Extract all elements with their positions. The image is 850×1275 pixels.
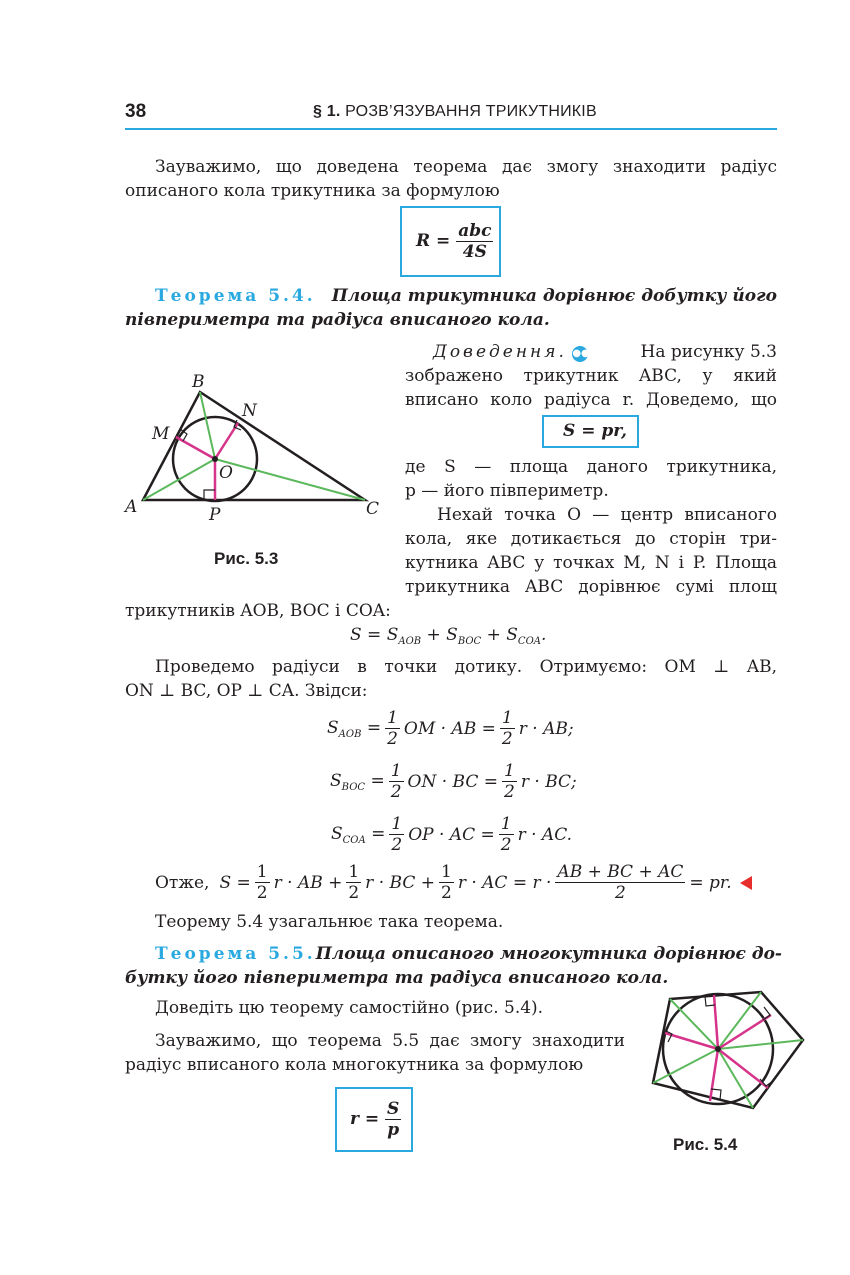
eq2-s: S: [330, 770, 342, 791]
theorem-5-4-line-1: [155, 284, 777, 308]
label-n: N: [242, 401, 257, 421]
final-term-1: r · AB +: [273, 872, 343, 893]
note2-line-1: Зауважимо, що теорема 5.5 дає змогу знаходити: [155, 1031, 625, 1051]
formula-R-box: [400, 206, 501, 277]
figure-5-3: [120, 368, 390, 523]
equation-aob: $S_{AOB}$ = $\frac{1}{2}$ OM · AB = $\frac{1}{2}$ r · AB;: [327, 708, 574, 749]
sum-sub-coa: COA: [517, 636, 541, 647]
section-mark: § 1.: [313, 103, 341, 120]
theorem-5-5-text-1: Площа описаного многокутника дорівнює до-: [315, 944, 782, 964]
theorem-5-5-label: Теорема 5.5.: [155, 944, 316, 964]
sum-sub-aob: AOB: [398, 636, 422, 647]
eq2-half-1: [389, 761, 404, 802]
running-header: [313, 103, 597, 121]
formula-r: [350, 1099, 401, 1140]
radius-on: [215, 423, 238, 459]
section-title: РОЗВ’ЯЗУВАННЯ ТРИКУТНИКІВ: [345, 103, 597, 120]
proof-line-5: p — його півпериметр.: [405, 481, 609, 501]
eq3-sub: COA: [342, 834, 366, 846]
bisector-4: [718, 1049, 753, 1108]
formula-r-box: [335, 1087, 413, 1152]
proof-line-3: вписано коло радіуса r. Доведемо, що: [405, 390, 777, 410]
generalization-line: Теорему 5.4 узагальнює така теорема.: [155, 912, 504, 932]
formula-r-num: S: [387, 1099, 400, 1119]
radius-4: [710, 1049, 718, 1101]
intro-line-1: Зауважимо, що доведена теорема дає змогу знаходити радіус: [155, 157, 777, 177]
final-term-2: r · BC +: [365, 872, 435, 893]
radius-om: [176, 437, 215, 459]
half-num: 1: [390, 761, 402, 781]
eq1-s: S: [327, 717, 339, 738]
intro-line-2: описаного кола трикутника за формулою: [125, 181, 500, 201]
proof-line-2: зображено трикутник ABC, у який: [405, 366, 777, 386]
formula-R-fraction: [456, 221, 493, 262]
proof-line-10: трикутників AOB, BOC і COA:: [125, 601, 391, 621]
half-num: 1: [256, 862, 268, 882]
eq3-s: S: [331, 823, 343, 844]
final-equation: [155, 862, 752, 903]
half-den: 2: [440, 883, 452, 903]
half-num: 1: [348, 862, 360, 882]
sum-equation: [350, 625, 546, 647]
proof-line-7: кола, яке дотикається до сторін три-: [405, 529, 777, 549]
theorem-5-5-line-1: [155, 942, 782, 966]
half-den: 2: [501, 729, 513, 749]
sum-lhs: S = S: [350, 625, 399, 645]
eq1-half-2: [500, 708, 515, 749]
equation-coa: $S_{COA}$ = $\frac{1}{2}$ OP · AC = $\frac{1}{2}$ r · AC.: [331, 814, 572, 855]
formula-R-num: abc: [458, 221, 492, 241]
s-pr-formula: S = pr,: [563, 421, 627, 441]
formula-r-lhs: r =: [350, 1109, 380, 1129]
pentagon: [653, 992, 803, 1108]
page-number: 38: [125, 101, 147, 122]
header-rule: [125, 128, 777, 130]
proof-text-1: На рисунку 5.3: [640, 342, 777, 362]
center-o: [212, 456, 218, 462]
eq1-sub: AOB: [338, 728, 362, 740]
eq2-sub: BOC: [341, 781, 366, 793]
final-term-3: r · AC = r ·: [457, 872, 552, 893]
label-c: C: [366, 499, 380, 519]
radius-3: [718, 1049, 768, 1088]
equation-boc: $S_{BOC}$ = $\frac{1}{2}$ ON · BC = $\frac{1}{2}$ r · BC;: [330, 761, 577, 802]
radii-line-1: Проведемо радіуси в точки дотику. Отримуємо: OM ⊥ AB,: [155, 657, 777, 677]
proof-line-1: [433, 340, 777, 364]
sum-plus-2: + S: [481, 625, 518, 645]
half-den: 2: [387, 729, 398, 749]
half-den: 2: [390, 782, 402, 802]
half-num: 1: [501, 708, 513, 728]
half-num: 1: [391, 814, 403, 834]
half-den: 2: [504, 782, 515, 802]
final-end: = pr.: [689, 872, 732, 893]
right-angle-p: [204, 490, 215, 500]
final-s: S =: [219, 872, 251, 893]
note2-line-2: радіус вписаного кола многокутника за формулою: [125, 1055, 584, 1075]
final-fraction: [555, 862, 685, 903]
sum-plus-1: + S: [421, 625, 458, 645]
final-word: Отже,: [155, 872, 210, 893]
half-den: 2: [256, 883, 268, 903]
eq2-half-2: [502, 761, 517, 802]
theorem-5-4-text-1: Площа трикутника дорівнює добутку його: [331, 286, 777, 306]
radius-1: [714, 995, 718, 1049]
label-p: P: [209, 505, 221, 523]
proof-word: Доведення.: [433, 342, 567, 362]
s-pr-box: [542, 415, 639, 448]
eq1-end: r · AB;: [518, 718, 574, 739]
center-point: [715, 1046, 721, 1052]
sum-end: .: [541, 625, 547, 645]
eq3-half-1: [389, 814, 404, 855]
final-half-3: [439, 862, 454, 903]
half-den: 2: [500, 835, 512, 855]
label-a: A: [125, 497, 138, 517]
figure-5-4: [638, 985, 810, 1115]
eq2-end: r · BC;: [520, 771, 577, 792]
bisector-2: [718, 992, 761, 1049]
proof-line-4: де S — площа даного трикутника,: [405, 457, 777, 477]
radii-line-2: ON ⊥ BC, OP ⊥ CA. Звідси:: [125, 681, 368, 701]
figure-5-4-caption: Рис. 5.4: [673, 1135, 738, 1154]
formula-r-fraction: [385, 1099, 401, 1140]
bisector-b: [200, 392, 215, 459]
end-of-proof-marker: [740, 876, 752, 890]
formula-r-den: p: [387, 1120, 400, 1140]
bisectors: [653, 992, 803, 1108]
figure-5-3-caption: Рис. 5.3: [214, 549, 279, 568]
final-half-1: [255, 862, 270, 903]
proof-line-8: кутника ABC у точках M, N і P. Площа: [405, 553, 777, 573]
half-den: 2: [348, 883, 360, 903]
sum-sub-boc: BOC: [457, 636, 482, 647]
eq3-half-2: [499, 814, 514, 855]
eq3-mid: OP · AC =: [408, 824, 495, 845]
hint-icon: ●●: [572, 346, 588, 362]
proof-line-6: Нехай точка O — центр вписаного: [437, 505, 777, 525]
eq1-half-1: [385, 708, 400, 749]
eq2-mid: ON · BC =: [407, 771, 499, 792]
half-num: 1: [504, 761, 515, 781]
eq3-end: r · AC.: [517, 824, 572, 845]
prove-self-line: Доведіть цю теорему самостійно (рис. 5.4).: [155, 998, 544, 1018]
half-num: 1: [387, 708, 398, 728]
formula-R: [416, 221, 493, 262]
formula-R-lhs: R =: [416, 231, 451, 251]
final-half-2: [346, 862, 361, 903]
theorem-5-5-line-2: бутку його півпериметра та радіуса вписаного кола.: [125, 968, 669, 988]
label-b: B: [192, 372, 205, 392]
half-num: 1: [500, 814, 512, 834]
final-fraction-num: AB + BC + AC: [557, 862, 684, 882]
eq1-mid: OM · AB =: [403, 718, 496, 739]
half-den: 2: [391, 835, 403, 855]
formula-R-den: 4S: [462, 242, 487, 262]
theorem-5-4-label: Теорема 5.4.: [155, 286, 316, 306]
proof-line-9: трикутника ABC дорівнює сумі площ: [405, 577, 777, 597]
half-num: 1: [440, 862, 452, 882]
label-o: O: [219, 463, 233, 483]
theorem-5-4-line-2: півпериметра та радіуса вписаного кола.: [125, 310, 550, 330]
label-m: M: [152, 424, 170, 444]
final-fraction-den: 2: [615, 883, 626, 903]
